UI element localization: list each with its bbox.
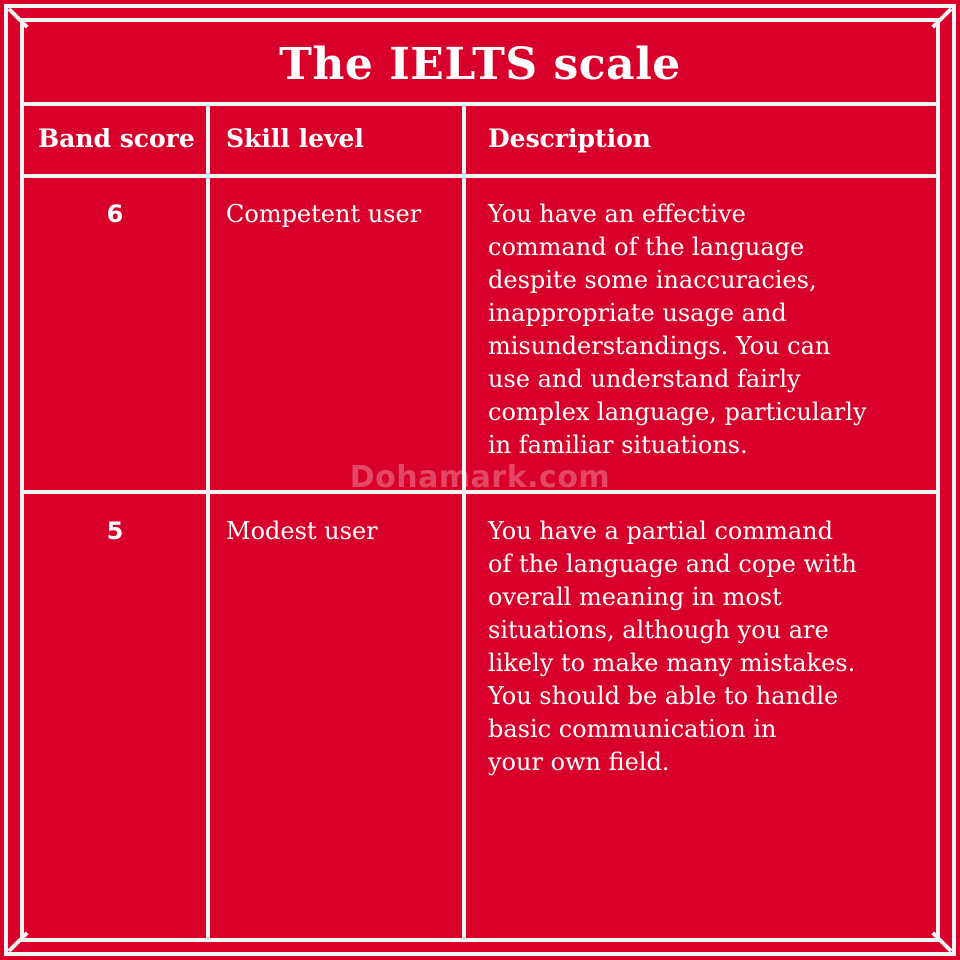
skill-level-value: Modest user [226,517,378,545]
header-description: Description [488,124,651,153]
header-divider [24,174,936,178]
page-title: The IELTS scale [279,38,681,90]
skill-level-value: Competent user [226,200,422,228]
band-score-value: 5 [106,517,124,545]
description-text: You have a partial command of the language and cope with overall meaning in most situations, although you are likely to make many mistakes. You should be able to handle basic communication in your own field. [488,517,857,776]
header-skill-level: Skill level [226,124,364,153]
title-divider [24,102,936,106]
description-text: You have an effective command of the language despite some inaccuracies, inappropriate usage and misunderstandings. You can use and understand fairly complex language, particularly in familiar situations. [488,200,867,459]
column-divider [206,104,210,942]
column-divider [462,104,466,942]
header-band-score: Band score [38,124,195,153]
watermark: Dohamark.com [349,460,611,495]
band-score-value: 6 [106,200,124,228]
